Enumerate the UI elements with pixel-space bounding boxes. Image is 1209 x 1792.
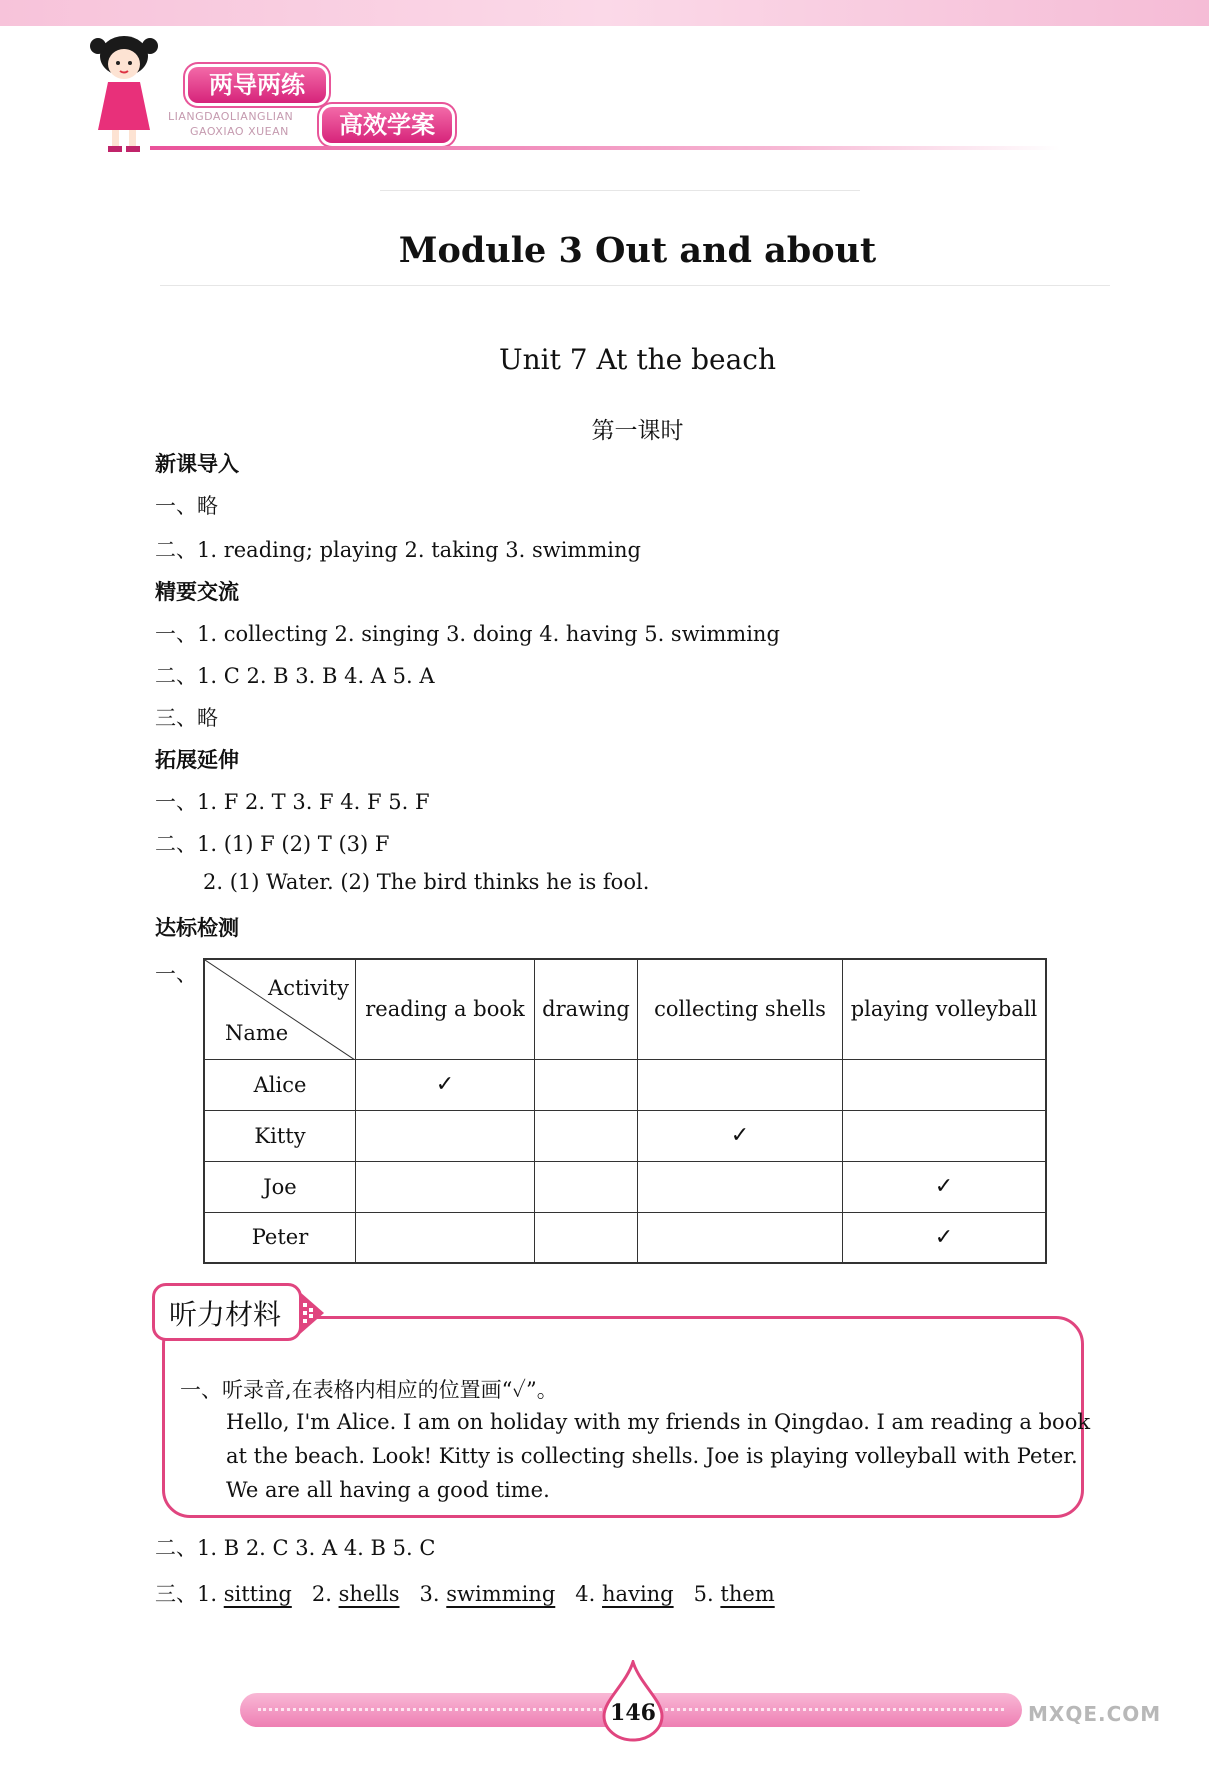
unit-title: Unit 7 At the beach: [499, 343, 776, 376]
row-name: Kitty: [204, 1110, 356, 1161]
answer-line-underlined: [155, 1578, 775, 1608]
corner-top-label: Activity: [268, 976, 349, 1000]
header-rule: [150, 146, 1060, 150]
table-cell: [638, 1059, 843, 1110]
listening-line: Hello, I'm Alice. I am on holiday with my friends in Qingdao. I am reading a book: [226, 1410, 1091, 1434]
answer-line: 二、1. C 2. B 3. B 4. A 5. A: [155, 664, 435, 688]
table-cell: [535, 1161, 638, 1212]
item-num: 4.: [575, 1582, 596, 1606]
page-number: 146: [610, 1700, 656, 1726]
watermark: MXQE.COM: [1028, 1702, 1162, 1726]
table-cell: [843, 1110, 1047, 1161]
top-decor-band: [0, 0, 1209, 26]
table-cell: [535, 1110, 638, 1161]
answer-line: 二、1. reading; playing 2. taking 3. swimming: [155, 538, 641, 562]
fill-blank-answer: having: [602, 1582, 674, 1606]
series-pinyin-2: GAOXIAO XUEAN: [190, 125, 289, 138]
table-cell: ✓: [356, 1059, 535, 1110]
corner-cell: [204, 959, 356, 1059]
fill-blank-answer: sitting: [223, 1582, 292, 1606]
fill-blank-answer: them: [720, 1582, 775, 1606]
item-num: 5.: [693, 1582, 714, 1606]
table-cell: [356, 1110, 535, 1161]
table-row: [204, 1110, 1046, 1161]
answer-line: 三、略: [155, 706, 218, 730]
table-cell: [356, 1212, 535, 1263]
table-row: [204, 1161, 1046, 1212]
activity-table: [203, 958, 1047, 1264]
row-name: Alice: [204, 1059, 356, 1110]
column-header: drawing: [535, 959, 638, 1059]
table-cell: [356, 1161, 535, 1212]
table-row: [204, 1059, 1046, 1110]
listening-tab: 听力材料: [152, 1283, 302, 1341]
row-name: Peter: [204, 1212, 356, 1263]
divider: [380, 190, 860, 191]
table-cell: [535, 1212, 638, 1263]
answer-line: 一、1. collecting 2. singing 3. doing 4. having 5. swimming: [155, 622, 780, 646]
section-heading: 拓展延伸: [155, 748, 239, 772]
column-header: playing volleyball: [843, 959, 1047, 1059]
item-num: 1.: [197, 1582, 218, 1606]
answer-line: 一、1. F 2. T 3. F 4. F 5. F: [155, 790, 430, 814]
column-header: reading a book: [356, 959, 535, 1059]
series-badge-top: 两导两练: [188, 67, 326, 103]
table-cell: ✓: [843, 1212, 1047, 1263]
answer-line: 二、1. (1) F (2) T (3) F: [155, 832, 390, 856]
module-title: Module 3 Out and about: [398, 230, 877, 271]
table-cell: ✓: [638, 1110, 843, 1161]
answer-line: 一、略: [155, 494, 218, 518]
part-label: 一、: [155, 962, 197, 986]
arrow-right-icon: [298, 1290, 326, 1336]
divider: [160, 285, 1110, 286]
listening-line: at the beach. Look! Kitty is collecting shells. Joe is playing volleyball with Peter.: [226, 1444, 1078, 1468]
column-header: collecting shells: [638, 959, 843, 1059]
table-cell: [638, 1212, 843, 1263]
part-label: 三、: [155, 1582, 197, 1606]
section-heading: 精要交流: [155, 580, 239, 604]
table-row: [204, 1212, 1046, 1263]
fill-blank-answer: swimming: [446, 1582, 556, 1606]
section-heading: 达标检测: [155, 916, 239, 940]
item-num: 2.: [311, 1582, 332, 1606]
series-badge-bottom: 高效学案: [322, 107, 452, 143]
fill-blank-answer: shells: [338, 1582, 400, 1606]
table-cell: ✓: [843, 1161, 1047, 1212]
series-pinyin-1: LIANGDAOLIANGLIAN: [168, 110, 294, 123]
section-heading: 新课导入: [155, 452, 239, 476]
table-cell: [638, 1161, 843, 1212]
answer-line: 二、1. B 2. C 3. A 4. B 5. C: [155, 1536, 436, 1560]
listening-instruction: 一、听录音,在表格内相应的位置画“✓”。: [180, 1378, 558, 1402]
listening-line: We are all having a good time.: [226, 1478, 550, 1502]
table-cell: [843, 1059, 1047, 1110]
answer-line: 2. (1) Water. (2) The bird thinks he is fool.: [203, 870, 650, 894]
row-name: Joe: [204, 1161, 356, 1212]
girl-mascot-icon: [84, 30, 164, 158]
item-num: 3.: [419, 1582, 440, 1606]
table-cell: [535, 1059, 638, 1110]
diagonal-line: [205, 960, 355, 1060]
corner-bottom-label: Name: [225, 1020, 289, 1045]
lesson-title: 第一课时: [591, 418, 684, 444]
